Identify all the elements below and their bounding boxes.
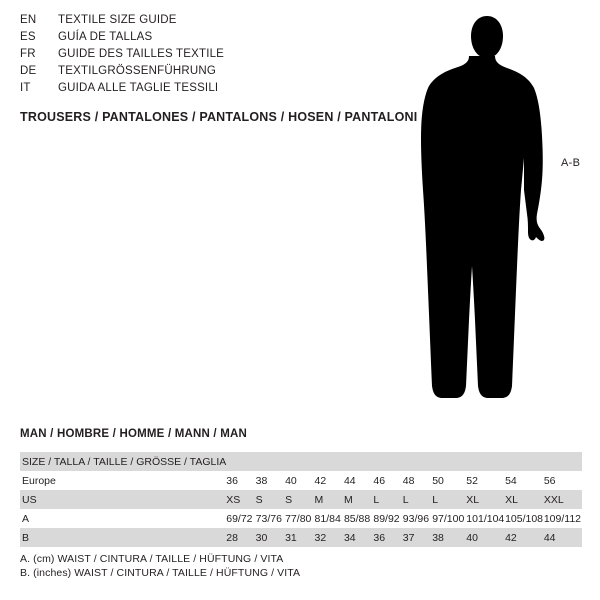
cell	[344, 452, 373, 471]
footnote-a: A. (cm) WAIST / CINTURA / TAILLE / HÜFTUNG / VITA	[20, 553, 284, 565]
cell: 69/72	[226, 512, 253, 525]
cell	[544, 452, 582, 471]
cell: L	[403, 490, 432, 509]
language-row-de	[20, 65, 380, 82]
row-label: A	[22, 512, 30, 525]
cell: XL	[505, 490, 544, 509]
garment-title: TROUSERS / PANTALONES / PANTALONS / HOSEN / PANTALONI	[20, 110, 418, 124]
cell: 101/104	[466, 512, 505, 525]
row-label: US	[20, 490, 226, 509]
language-text-de: TEXTILGRÖSSENFÜHRUNG	[58, 65, 216, 77]
row-label: Europe	[22, 474, 56, 487]
table-row	[20, 452, 582, 471]
language-row-es	[20, 31, 380, 48]
cell: 40	[466, 528, 505, 547]
language-code-it: IT	[20, 82, 31, 94]
cell: S	[256, 490, 285, 509]
cell: 85/88	[343, 512, 371, 525]
cell: S	[285, 490, 314, 509]
measurement-label-ab: A-B	[561, 157, 581, 169]
cell: 77/80	[285, 512, 312, 525]
cell: 31	[285, 528, 314, 547]
language-text-es: GUÍA DE TALLAS	[58, 31, 153, 43]
table-row	[20, 471, 582, 490]
cell: XL	[466, 490, 505, 509]
language-code-en: EN	[20, 14, 37, 26]
cell: 37	[403, 528, 432, 547]
cell: 46	[373, 474, 386, 487]
table-title: MAN / HOMBRE / HOMME / MANN / MAN	[20, 428, 248, 440]
cell	[315, 452, 344, 471]
cell: 48	[402, 474, 415, 487]
cell: XS	[226, 490, 255, 509]
cell: 44	[544, 528, 582, 547]
language-text-en: TEXTILE SIZE GUIDE	[58, 14, 177, 26]
table-row	[20, 490, 582, 509]
table-row	[20, 528, 582, 547]
cell	[466, 452, 505, 471]
language-code-es: ES	[20, 31, 36, 43]
cell: 105/108	[505, 512, 544, 525]
cell: XXL	[544, 490, 582, 509]
language-row-en	[20, 14, 380, 31]
language-text-it: GUIDA ALLE TAGLIE TESSILI	[58, 82, 219, 94]
cell: 28	[226, 528, 255, 547]
row-label: SIZE / TALLA / TAILLE / GRÖSSE / TAGLIA	[20, 452, 226, 471]
language-code-fr: FR	[20, 48, 36, 60]
cell: 56	[543, 474, 556, 487]
language-row-it	[20, 82, 380, 99]
cell	[403, 452, 432, 471]
cell: 42	[505, 528, 544, 547]
language-code-de: DE	[20, 65, 37, 77]
cell: 109/112	[543, 512, 582, 525]
cell: 93/96	[402, 512, 430, 525]
measurement-dashed-line-icon	[439, 163, 569, 164]
cell: M	[344, 490, 373, 509]
cell	[432, 452, 466, 471]
cell: 89/92	[373, 512, 400, 525]
figure-illustration	[415, 8, 590, 408]
row-label: B	[20, 528, 226, 547]
cell: L	[432, 490, 466, 509]
cell	[373, 452, 402, 471]
cell	[256, 452, 285, 471]
cell: 36	[226, 474, 238, 487]
cell: 32	[315, 528, 344, 547]
cell: 81/84	[314, 512, 341, 525]
language-header	[20, 14, 380, 99]
cell: M	[315, 490, 344, 509]
language-row-fr	[20, 48, 380, 65]
cell: 42	[314, 474, 327, 487]
cell: 44	[343, 474, 356, 487]
cell: 38	[255, 474, 268, 487]
cell: 36	[373, 528, 402, 547]
size-table	[20, 452, 582, 547]
cell	[285, 452, 314, 471]
man-silhouette-icon	[415, 8, 590, 408]
cell: 73/76	[255, 512, 282, 525]
cell	[505, 452, 544, 471]
cell: 50	[432, 474, 444, 487]
cell: 38	[432, 528, 466, 547]
cell: 52	[466, 474, 478, 487]
cell: 40	[285, 474, 297, 487]
cell: 34	[344, 528, 373, 547]
cell: 30	[256, 528, 285, 547]
table-row	[20, 509, 582, 528]
cell: 54	[505, 474, 517, 487]
footnotes	[20, 552, 300, 580]
language-text-fr: GUIDE DES TAILLES TEXTILE	[58, 48, 225, 60]
footnote-b: B. (inches) WAIST / CINTURA / TAILLE / HÜFTUNG / VITA	[20, 567, 301, 579]
cell	[226, 452, 255, 471]
cell: 97/100	[432, 512, 465, 525]
cell: L	[373, 490, 402, 509]
